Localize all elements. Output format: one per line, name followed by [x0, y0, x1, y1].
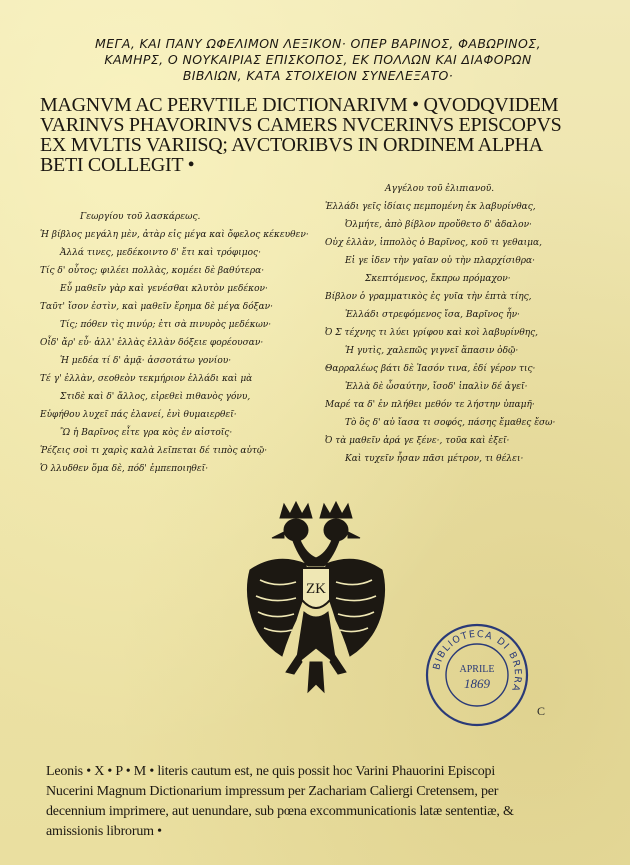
poem-line: Τίς; πόθεν τὶς πινύρ; ἐτι σὰ πινυρὸς μεδέκων·	[60, 320, 272, 330]
poem-line: Θαρραλέως βάτι δὲ Ἰασόν τινα, ἐδί γέρον τις·	[325, 364, 536, 374]
poem-line: Σκεπτόμενος, ἔκπρω πρόμαχον·	[365, 274, 511, 284]
poem-line: Ὀ Σ τέχνης τι λύει γρίφου καὶ κοὶ λαβυρίνθης,	[325, 328, 539, 338]
double-headed-eagle-icon	[236, 496, 396, 706]
poem-line: Ἡ μεδέα τί δ' ἀμᾷ· ἀσσοτάτω γονίου·	[60, 356, 232, 366]
greek-title	[28, 36, 608, 84]
poem-line: Ἀλλά τινες, μεδέκοιντο δ' ἔτι καὶ τρόφιμος·	[60, 248, 261, 258]
poem-line: Οἶδ' ἄρ' εὖ· ἀλλ' ἑλλὰς ἑλλὰν δόξειε φορέουσαν·	[40, 338, 264, 348]
poem-line: Ὀ τὰ μαθεῖν ἀρά γε ξένε·, τοῦα καὶ ἐξεῖ·	[325, 436, 510, 446]
poem-line: Καὶ τυχεῖν ἧσαν πᾶσι μέτρον, τι θέλει·	[345, 454, 524, 464]
latin-title-line: VARINVS PHAVORINVS CAMERS NVCERINVS EPISCOPVS	[40, 114, 562, 136]
latin-title	[40, 95, 600, 175]
poem-heading: Αγγέλου τοῦ ἐλιπιανοῦ.	[385, 184, 495, 194]
greek-title-line: ΚΑΜΗΡΣ, Ο ΝΟΥΚΑΙΡΙΑΣ ΕΠΙΣΚΟΠΟΣ, ΕΚ ΠΟΛΛΩΝ ΚΑΙ ΔΙΑΦΟΡΩΝ	[104, 52, 532, 67]
stamp-year: 1869	[464, 676, 490, 691]
poem-line: Εἰ γε ἰδεν τὴν γαῖαν οὐ τὴν πλαρχίσιθρα·	[345, 256, 535, 266]
poem-line: Ἡ γυτὶς, χαλεπῶς γιγνεῖ ἅπασιν ὁδῷ·	[345, 346, 519, 356]
imprint-line: Leonis • X • P • M • literis cautum est, ne quis possit hoc Varini Phauorini Episcopi	[46, 764, 496, 779]
imprint-line: amissionis librorum •	[46, 824, 162, 839]
poem-line: Τὸ ὃς δ' αὐ ἴασα τι σοφός, πάσης ἔμαθες ἔσω·	[345, 418, 556, 428]
poem-line: Ἐλλάδι γεῖς ἰδίαις πεμπομένη ἐκ λαβυρίνθας,	[325, 202, 536, 212]
poem-line: Ἐλλάδι στρεφόμενος ἴσα, Βαρῖνος ἦν·	[345, 310, 520, 320]
poem-heading: Γεωργίου τοῦ λασκάρεως.	[80, 212, 201, 222]
poem-line: Ταῦτ' ἴσον ἐστὶν, καὶ μαθεῖν ἔρημα δὲ μέγα δόξαν·	[40, 302, 273, 312]
device-monogram: ZK	[306, 581, 326, 597]
poem-left-column	[40, 208, 320, 478]
latin-title-line: EX MVLTIS VARIISQ; AVCTORIBVS IN ORDINEM ALPHA	[40, 134, 543, 156]
latin-title-line: MAGNVM AC PERVTILE DICTIONARIVM • QVODQVIDEM	[40, 94, 559, 116]
poem-line: Εὖ μαθεῖν γὰρ καὶ γενέσθαι κλυτὸν μεδέκον·	[60, 284, 268, 294]
poem-line: Εὐφήθου λυχεῖ πάς ἐλανεί, ἐνὶ θυμαιερθεῖ·	[40, 410, 237, 420]
library-stamp	[424, 622, 530, 728]
imprint-line: Nucerini Magnum Dictionarium impressum per Zachariam Caliergi Cretensem, per	[46, 784, 499, 799]
poem-line: Μαρέ τα δ' ἐν πλήθει μεθόν τε λήστην ὐπαμῆ·	[325, 400, 535, 410]
poem-line: Ὀλμήτε, ἀπὸ βίβλον προὔθετο δ' ἀδαλον·	[345, 220, 532, 230]
greek-title-line: ΒΙΒΛΙΩΝ, ΚΑΤΑ ΣΤΟΙΧΕΙΟΝ ΣΥΝΕΛΕΞΑΤΟ·	[182, 68, 454, 83]
poem-line: Ῥέζεις σοὶ τι χαρὶς καλὰ λεῖπεται δέ τιπὸς αὐτῷ·	[40, 446, 268, 456]
papal-privilege-imprint	[46, 762, 616, 842]
poem-line: Τέ γ' ἑλλὰν, σεοθεὸν τεκμήριον ἑλλάδι καὶ μὰ	[40, 374, 253, 384]
stamp-month: APRILE	[459, 664, 495, 675]
imprint-line: decennium imprimere, aut uenundare, sub pœna excommunicationis latæ sententiæ, &	[46, 804, 514, 819]
poem-right-column	[325, 180, 615, 468]
poem-line: Ὢ ἡ Βαρῖνος εἶτε γρα κὸς ἐν αἰστοῖς·	[60, 428, 233, 438]
latin-title-line: BETI COLLEGIT •	[40, 154, 195, 176]
stamp-ring-text: BIBLIOTECA DI BRERA	[431, 628, 524, 694]
greek-title-line: ΜΕΓΑ, ΚΑΙ ΠΑΝΥ ΩΦΕΛΙΜΟΝ ΛΕΞΙΚΟΝ· ΟΠΕΡ ΒΑΡΙΝΟΣ, ΦΑΒΩΡΙΝΟΣ,	[95, 36, 541, 51]
poem-line: Ἡ βίβλος μεγάλη μὲν, ἀτὰρ εἰς μέγα καὶ ὄφελος κέκευθεν·	[40, 230, 309, 240]
stamp-side-mark: C	[537, 704, 546, 718]
poem-line: Ἐλλὰ δὲ ὧσαύτην, ἴσοδ' ἱπαλὶν δέ ἀγεῖ·	[345, 382, 528, 392]
poem-line: Οὐχ ἑλλὰν, ἱππολὸς ὁ Βαρῖνος, κοῦ τι γεθαιμα,	[325, 238, 542, 248]
poem-line: Τίς δ' οὗτος; φιλέει πολλὰς, κομέει δὲ βαθύτερα·	[40, 266, 265, 276]
poem-line: Βίβλον ὁ γραμματικὸς ἐς γυῖα τὴν ἑπτὰ τίης,	[325, 292, 532, 302]
poem-line: Ὁ λλυδθεν ὅμα δὲ, πόδ' ἐμπεποιηθεῖ·	[40, 464, 209, 474]
poem-line: Στιδὲ καὶ δ' ἄλλος, εἰρεθεὶ πιθανὸς γόνυ,	[60, 392, 251, 402]
